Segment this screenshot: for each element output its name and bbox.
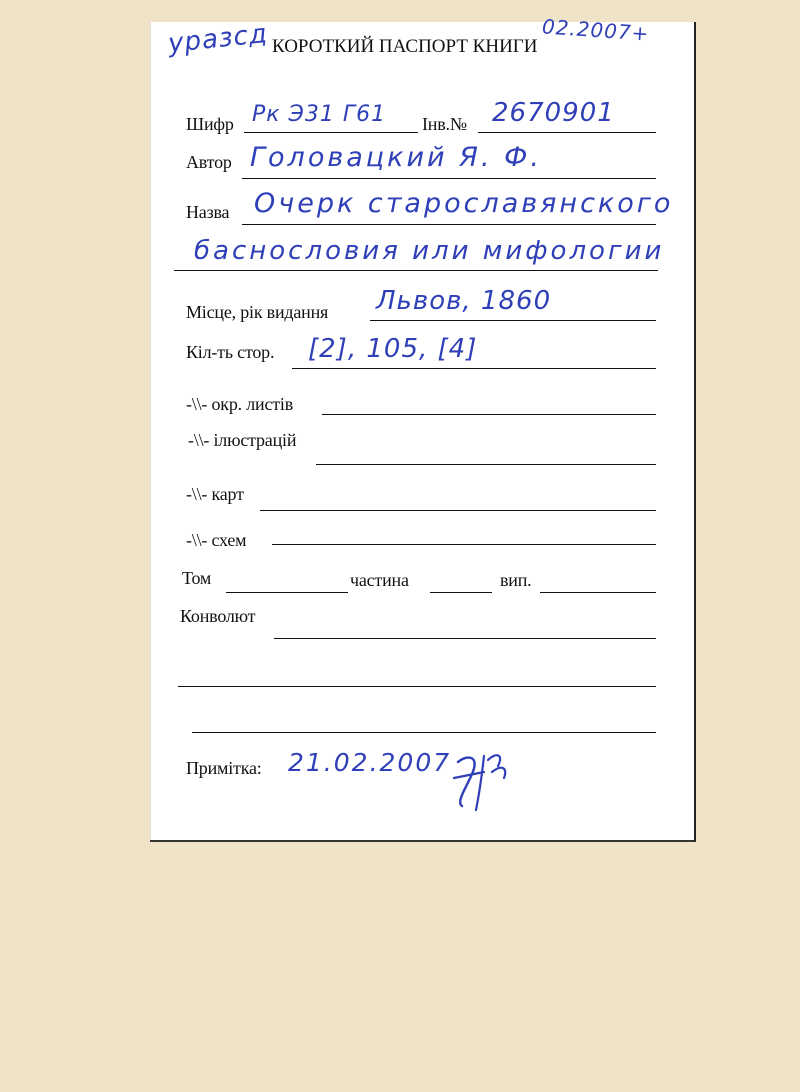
avtor-label: Автор bbox=[186, 152, 232, 172]
nazva-line-2 bbox=[174, 270, 658, 271]
tom-label: Том bbox=[182, 568, 212, 588]
inv-label: Інв.№ bbox=[422, 114, 467, 134]
konvolut-line-1 bbox=[274, 638, 656, 639]
mistse-value[interactable]: Львов, 1860 bbox=[376, 286, 552, 316]
shyfr-label: Шифр bbox=[186, 114, 234, 134]
inv-value[interactable]: 2670901 bbox=[492, 98, 615, 128]
corner-note-left: уразсд bbox=[166, 18, 270, 60]
chastyna-line bbox=[430, 592, 492, 593]
mistse-line bbox=[370, 320, 656, 321]
skhem-label: -\\- схем bbox=[186, 530, 247, 550]
skhem-line bbox=[272, 544, 656, 545]
avtor-value[interactable]: Головацкий Я. Ф. bbox=[250, 142, 542, 173]
storinky-label: Кіл-ть стор. bbox=[186, 342, 275, 362]
nazva-value-2[interactable]: баснословия или мифологии bbox=[194, 236, 665, 266]
lystiv-line bbox=[322, 414, 656, 415]
signature-mark bbox=[450, 744, 520, 814]
konvolut-label: Конволют bbox=[180, 606, 256, 626]
nazva-line-1 bbox=[242, 224, 656, 225]
vyp-line bbox=[540, 592, 656, 593]
konvolut-line-3 bbox=[192, 732, 656, 733]
ilustr-label: -\\- ілюстрацій bbox=[188, 430, 297, 450]
corner-note-right: 02.2007+ bbox=[541, 14, 651, 46]
konvolut-line-2 bbox=[178, 686, 656, 687]
kart-line bbox=[260, 510, 656, 511]
nazva-value-1[interactable]: Очерк старославянского bbox=[254, 188, 674, 219]
ilustr-line bbox=[316, 464, 656, 465]
prymitka-date[interactable]: 21.02.2007 bbox=[288, 748, 452, 777]
avtor-line bbox=[242, 178, 656, 179]
shyfr-line bbox=[244, 132, 418, 133]
tom-line bbox=[226, 592, 348, 593]
vyp-label: вип. bbox=[500, 570, 532, 590]
inv-line bbox=[478, 132, 656, 133]
shyfr-value[interactable]: Рк Э31 Г61 bbox=[252, 102, 387, 127]
card-title: КОРОТКИЙ ПАСПОРТ КНИГИ bbox=[272, 36, 538, 57]
prymitka-label: Примітка: bbox=[186, 758, 262, 778]
chastyna-label: частина bbox=[350, 570, 409, 590]
passport-card bbox=[150, 14, 696, 842]
nazva-label: Назва bbox=[186, 202, 230, 222]
lystiv-label: -\\- окр. листів bbox=[186, 394, 294, 414]
storinky-value[interactable]: [2], 105, [4] bbox=[308, 334, 478, 364]
kart-label: -\\- карт bbox=[186, 484, 244, 504]
mistse-label: Місце, рік видання bbox=[186, 302, 329, 322]
storinky-line bbox=[292, 368, 656, 369]
